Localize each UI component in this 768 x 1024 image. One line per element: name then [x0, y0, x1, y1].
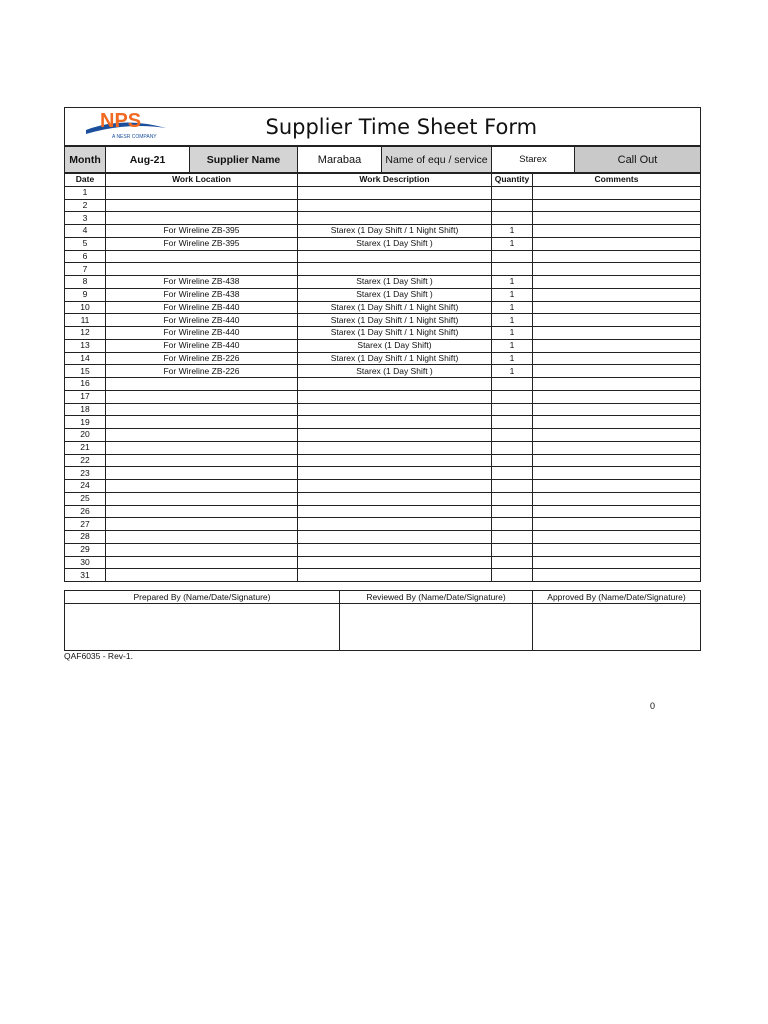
row-date: 28 — [65, 531, 106, 544]
row-date: 4 — [65, 225, 106, 238]
row-work-location[interactable] — [106, 199, 298, 212]
table-row — [65, 518, 701, 531]
table-row — [65, 543, 701, 556]
row-quantity[interactable]: 1 — [492, 301, 533, 314]
row-date: 3 — [65, 212, 106, 225]
row-date: 6 — [65, 250, 106, 263]
row-work-location[interactable]: For Wireline ZB-395 — [106, 237, 298, 250]
row-date: 19 — [65, 416, 106, 429]
row-work-location[interactable] — [106, 492, 298, 505]
table-row — [65, 403, 701, 416]
row-quantity[interactable] — [492, 480, 533, 493]
row-work-location[interactable] — [106, 518, 298, 531]
row-date: 9 — [65, 288, 106, 301]
row-quantity[interactable]: 1 — [492, 314, 533, 327]
form-code: QAF6035 - Rev-1. — [64, 651, 133, 661]
row-work-location[interactable] — [106, 454, 298, 467]
timesheet-rows — [65, 186, 701, 581]
row-comments[interactable] — [533, 327, 701, 340]
row-date: 13 — [65, 339, 106, 352]
row-quantity[interactable] — [492, 441, 533, 454]
row-comments[interactable] — [533, 403, 701, 416]
row-quantity[interactable]: 1 — [492, 365, 533, 378]
row-work-description[interactable] — [298, 505, 492, 518]
row-work-location[interactable]: For Wireline ZB-438 — [106, 276, 298, 289]
row-date: 26 — [65, 505, 106, 518]
row-comments[interactable] — [533, 276, 701, 289]
row-quantity[interactable] — [492, 454, 533, 467]
row-work-location[interactable]: For Wireline ZB-440 — [106, 314, 298, 327]
table-row — [65, 327, 701, 340]
row-comments[interactable] — [533, 569, 701, 582]
month-label: Month — [65, 147, 106, 173]
row-quantity[interactable]: 1 — [492, 276, 533, 289]
row-work-description[interactable]: Starex (1 Day Shift / 1 Night Shift) — [298, 352, 492, 365]
row-date: 8 — [65, 276, 106, 289]
row-date: 12 — [65, 327, 106, 340]
row-work-description[interactable] — [298, 378, 492, 391]
row-date: 18 — [65, 403, 106, 416]
row-work-location[interactable] — [106, 212, 298, 225]
col-work-location: Work Location — [106, 174, 298, 187]
row-work-location[interactable] — [106, 250, 298, 263]
row-comments[interactable] — [533, 390, 701, 403]
nps-logo-icon — [82, 108, 168, 140]
row-work-description[interactable] — [298, 518, 492, 531]
row-comments[interactable] — [533, 288, 701, 301]
reviewed-by-field[interactable] — [340, 604, 533, 651]
callout-label[interactable]: Call Out — [575, 147, 701, 173]
timesheet-table — [64, 173, 701, 582]
row-quantity[interactable] — [492, 378, 533, 391]
row-comments[interactable] — [533, 429, 701, 442]
row-comments[interactable] — [533, 531, 701, 544]
row-quantity[interactable] — [492, 556, 533, 569]
table-row — [65, 339, 701, 352]
row-work-location[interactable] — [106, 403, 298, 416]
row-comments[interactable] — [533, 186, 701, 199]
row-quantity[interactable] — [492, 263, 533, 276]
approved-by-field[interactable] — [533, 604, 701, 651]
row-quantity[interactable] — [492, 403, 533, 416]
row-date: 7 — [65, 263, 106, 276]
row-date: 17 — [65, 390, 106, 403]
row-quantity[interactable]: 1 — [492, 288, 533, 301]
row-work-location[interactable] — [106, 505, 298, 518]
row-date: 22 — [65, 454, 106, 467]
row-work-description[interactable]: Starex (1 Day Shift ) — [298, 276, 492, 289]
col-date: Date — [65, 174, 106, 187]
row-work-description[interactable] — [298, 531, 492, 544]
row-comments[interactable] — [533, 352, 701, 365]
row-work-description[interactable] — [298, 556, 492, 569]
row-comments[interactable] — [533, 339, 701, 352]
row-quantity[interactable] — [492, 199, 533, 212]
signature-block — [64, 590, 701, 651]
table-row — [65, 276, 701, 289]
row-quantity[interactable] — [492, 518, 533, 531]
row-work-location[interactable] — [106, 467, 298, 480]
table-row — [65, 390, 701, 403]
table-row — [65, 531, 701, 544]
row-work-location[interactable] — [106, 441, 298, 454]
row-work-location[interactable] — [106, 429, 298, 442]
table-row — [65, 480, 701, 493]
month-value[interactable]: Aug-21 — [106, 147, 190, 173]
row-comments[interactable] — [533, 237, 701, 250]
row-work-location[interactable]: For Wireline ZB-440 — [106, 339, 298, 352]
row-work-location[interactable] — [106, 263, 298, 276]
row-date: 15 — [65, 365, 106, 378]
row-work-location[interactable]: For Wireline ZB-395 — [106, 225, 298, 238]
row-work-description[interactable] — [298, 416, 492, 429]
table-row — [65, 454, 701, 467]
row-quantity[interactable] — [492, 250, 533, 263]
row-quantity[interactable] — [492, 212, 533, 225]
row-work-location[interactable] — [106, 378, 298, 391]
row-quantity[interactable]: 1 — [492, 237, 533, 250]
row-comments[interactable] — [533, 314, 701, 327]
row-work-description[interactable] — [298, 569, 492, 582]
row-comments[interactable] — [533, 416, 701, 429]
row-work-description[interactable]: Starex (1 Day Shift / 1 Night Shift) — [298, 314, 492, 327]
row-date: 21 — [65, 441, 106, 454]
row-date: 25 — [65, 492, 106, 505]
equ-label: Name of equ / service — [382, 147, 492, 173]
col-work-description: Work Description — [298, 174, 492, 187]
table-row — [65, 365, 701, 378]
row-work-description[interactable] — [298, 250, 492, 263]
row-comments[interactable] — [533, 556, 701, 569]
prepared-by-field[interactable] — [65, 604, 340, 651]
row-quantity[interactable]: 1 — [492, 327, 533, 340]
table-row — [65, 225, 701, 238]
row-comments[interactable] — [533, 365, 701, 378]
row-work-location[interactable]: For Wireline ZB-226 — [106, 365, 298, 378]
row-work-description[interactable] — [298, 543, 492, 556]
row-quantity[interactable] — [492, 186, 533, 199]
table-row — [65, 186, 701, 199]
row-quantity[interactable] — [492, 390, 533, 403]
row-date: 14 — [65, 352, 106, 365]
row-work-description[interactable] — [298, 454, 492, 467]
row-comments[interactable] — [533, 480, 701, 493]
row-work-description[interactable] — [298, 403, 492, 416]
form-header — [64, 107, 701, 146]
row-date: 23 — [65, 467, 106, 480]
row-work-description[interactable] — [298, 492, 492, 505]
form-title: Supplier Time Sheet Form — [185, 108, 701, 146]
row-work-description[interactable] — [298, 467, 492, 480]
row-comments[interactable] — [533, 301, 701, 314]
row-work-description[interactable] — [298, 480, 492, 493]
reviewed-by-label: Reviewed By (Name/Date/Signature) — [340, 591, 533, 604]
row-work-description[interactable]: Starex (1 Day Shift / 1 Night Shift) — [298, 327, 492, 340]
table-row — [65, 467, 701, 480]
row-comments[interactable] — [533, 505, 701, 518]
row-work-description[interactable]: Starex (1 Day Shift / 1 Night Shift) — [298, 301, 492, 314]
table-row — [65, 250, 701, 263]
row-comments[interactable] — [533, 492, 701, 505]
table-row — [65, 416, 701, 429]
row-work-location[interactable] — [106, 543, 298, 556]
row-quantity[interactable]: 1 — [492, 352, 533, 365]
table-row — [65, 199, 701, 212]
row-work-description[interactable]: Starex (1 Day Shift ) — [298, 365, 492, 378]
row-quantity[interactable]: 1 — [492, 339, 533, 352]
table-row — [65, 505, 701, 518]
row-date: 20 — [65, 429, 106, 442]
row-work-location[interactable]: For Wireline ZB-438 — [106, 288, 298, 301]
timesheet-form — [64, 107, 700, 582]
col-comments: Comments — [533, 174, 701, 187]
table-row — [65, 441, 701, 454]
row-work-location[interactable] — [106, 186, 298, 199]
form-meta — [64, 146, 701, 173]
row-work-description[interactable] — [298, 212, 492, 225]
row-date: 10 — [65, 301, 106, 314]
row-comments[interactable] — [533, 543, 701, 556]
row-date: 5 — [65, 237, 106, 250]
row-work-description[interactable] — [298, 263, 492, 276]
page-number: 0 — [650, 701, 656, 711]
row-date: 29 — [65, 543, 106, 556]
table-row — [65, 352, 701, 365]
row-work-description[interactable] — [298, 186, 492, 199]
row-quantity[interactable] — [492, 505, 533, 518]
row-date: 11 — [65, 314, 106, 327]
row-work-description[interactable] — [298, 390, 492, 403]
row-date: 2 — [65, 199, 106, 212]
supplier-value[interactable]: Marabaa — [298, 147, 382, 173]
row-work-description[interactable] — [298, 199, 492, 212]
row-work-description[interactable]: Starex (1 Day Shift / 1 Night Shift) — [298, 225, 492, 238]
table-row — [65, 556, 701, 569]
row-quantity[interactable] — [492, 543, 533, 556]
row-work-location[interactable]: For Wireline ZB-440 — [106, 327, 298, 340]
row-work-description[interactable]: Starex (1 Day Shift) — [298, 339, 492, 352]
row-comments[interactable] — [533, 263, 701, 276]
row-work-location[interactable] — [106, 569, 298, 582]
row-work-description[interactable] — [298, 441, 492, 454]
row-date: 30 — [65, 556, 106, 569]
row-comments[interactable] — [533, 250, 701, 263]
table-row — [65, 237, 701, 250]
row-comments[interactable] — [533, 378, 701, 391]
row-date: 1 — [65, 186, 106, 199]
table-row — [65, 314, 701, 327]
row-work-location[interactable] — [106, 416, 298, 429]
row-comments[interactable] — [533, 467, 701, 480]
approved-by-label: Approved By (Name/Date/Signature) — [533, 591, 701, 604]
row-date: 16 — [65, 378, 106, 391]
row-work-description[interactable] — [298, 429, 492, 442]
row-work-location[interactable] — [106, 480, 298, 493]
row-comments[interactable] — [533, 441, 701, 454]
row-date: 31 — [65, 569, 106, 582]
company-logo — [65, 108, 185, 146]
row-comments[interactable] — [533, 225, 701, 238]
row-comments[interactable] — [533, 212, 701, 225]
row-date: 27 — [65, 518, 106, 531]
table-row — [65, 212, 701, 225]
row-quantity[interactable] — [492, 429, 533, 442]
supplier-label: Supplier Name — [190, 147, 298, 173]
table-header-row — [65, 174, 701, 187]
row-quantity[interactable] — [492, 492, 533, 505]
prepared-by-label: Prepared By (Name/Date/Signature) — [65, 591, 340, 604]
table-row — [65, 263, 701, 276]
row-work-location[interactable] — [106, 390, 298, 403]
row-work-location[interactable]: For Wireline ZB-440 — [106, 301, 298, 314]
svg-text:A NESR COMPANY: A NESR COMPANY — [111, 134, 157, 140]
row-quantity[interactable] — [492, 416, 533, 429]
row-work-location[interactable]: For Wireline ZB-226 — [106, 352, 298, 365]
table-row — [65, 569, 701, 582]
row-date: 24 — [65, 480, 106, 493]
row-work-description[interactable]: Starex (1 Day Shift ) — [298, 237, 492, 250]
table-row — [65, 301, 701, 314]
table-row — [65, 429, 701, 442]
row-comments[interactable] — [533, 199, 701, 212]
table-row — [65, 378, 701, 391]
row-work-location[interactable] — [106, 556, 298, 569]
row-work-description[interactable]: Starex (1 Day Shift ) — [298, 288, 492, 301]
table-row — [65, 288, 701, 301]
row-quantity[interactable] — [492, 531, 533, 544]
row-comments[interactable] — [533, 518, 701, 531]
table-row — [65, 492, 701, 505]
row-quantity[interactable] — [492, 467, 533, 480]
row-quantity[interactable] — [492, 569, 533, 582]
row-quantity[interactable]: 1 — [492, 225, 533, 238]
row-comments[interactable] — [533, 454, 701, 467]
svg-text:NPS: NPS — [99, 110, 141, 132]
row-work-location[interactable] — [106, 531, 298, 544]
col-quantity: Quantity — [492, 174, 533, 187]
equ-value[interactable]: Starex — [492, 147, 575, 173]
